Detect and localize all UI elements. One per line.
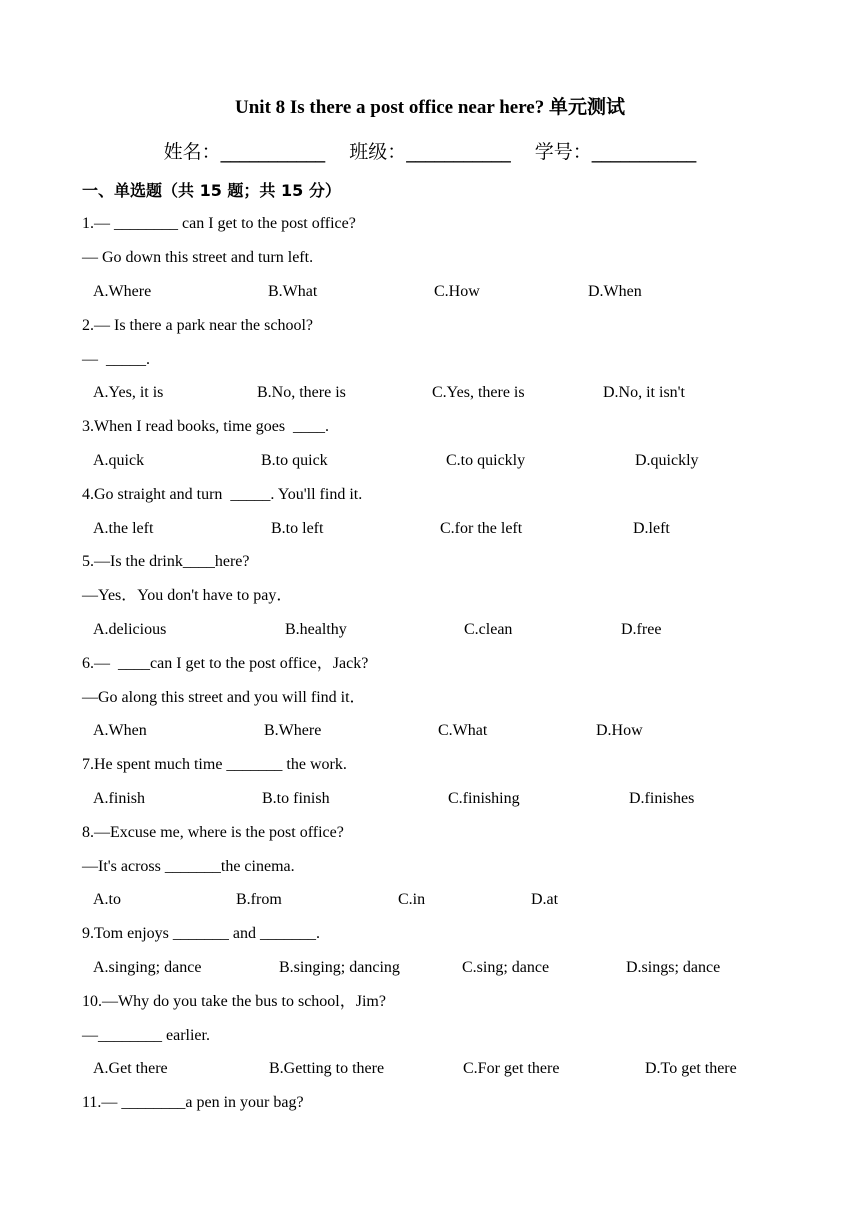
section-heading: 一、单选题（共 15 题；共 15 分） — [82, 181, 341, 200]
q3-option-b[interactable]: B.to quick — [261, 452, 328, 469]
q7-option-a[interactable]: A.finish — [93, 790, 145, 807]
q8-option-c[interactable]: C.in — [398, 891, 426, 908]
question-9-stem: 9.Tom enjoys _______ and _______. — [82, 925, 320, 942]
question-8-answer-line: —It's across _______the cinema. — [82, 858, 295, 875]
student-info-row — [0, 137, 860, 164]
q10-option-c[interactable]: C.For get there — [463, 1060, 560, 1077]
q1-option-a[interactable]: A.Where — [93, 283, 152, 300]
page-title: Unit 8 Is there a post office near here? 单元测试 — [235, 97, 625, 118]
q3-option-a[interactable]: A.quick — [93, 452, 145, 469]
q10-option-a[interactable]: A.Get there — [93, 1060, 168, 1077]
q1-option-d[interactable]: D.When — [588, 283, 642, 300]
q2-option-a[interactable]: A.Yes, it is — [93, 384, 164, 401]
question-1-answer-line: — Go down this street and turn left. — [82, 249, 314, 266]
q4-option-a[interactable]: A.the left — [93, 520, 154, 537]
q10-option-b[interactable]: B.Getting to there — [269, 1060, 385, 1077]
question-7-stem: 7.He spent much time _______ the work. — [82, 756, 347, 773]
q4-option-c[interactable]: C.for the left — [440, 520, 523, 537]
question-5-answer-line: —Yes．You don't have to pay． — [82, 587, 293, 604]
q1-option-c[interactable]: C.How — [434, 283, 480, 300]
question-8-stem: 8.—Excuse me, where is the post office? — [82, 824, 344, 841]
q10-option-d[interactable]: D.To get there — [645, 1060, 737, 1077]
question-11-stem: 11.— ________a pen in your bag? — [82, 1094, 304, 1111]
q2-option-b[interactable]: B.No, there is — [257, 384, 346, 401]
q9-option-d[interactable]: D.sings; dance — [626, 959, 721, 976]
q9-option-b[interactable]: B.singing; dancing — [279, 959, 400, 976]
question-6-stem: 6.— ____can I get to the post office，Jack? — [82, 655, 369, 672]
name-field[interactable]: 姓名：___________ — [163, 141, 326, 163]
class-field[interactable]: 班级：___________ — [349, 141, 511, 163]
question-1-stem: 1.— ________ can I get to the post office? — [82, 215, 356, 232]
q6-option-d[interactable]: D.How — [596, 722, 643, 739]
question-10-answer-line: —________ earlier. — [82, 1027, 210, 1044]
q9-option-c[interactable]: C.sing; dance — [462, 959, 550, 976]
q5-option-b[interactable]: B.healthy — [285, 621, 347, 638]
question-3-stem: 3.When I read books, time goes ____. — [82, 418, 330, 435]
number-field[interactable]: 学号：___________ — [534, 141, 697, 163]
q8-option-a[interactable]: A.to — [93, 891, 121, 908]
q9-option-a[interactable]: A.singing; dance — [93, 959, 202, 976]
q6-option-a[interactable]: A.When — [93, 722, 147, 739]
q3-option-d[interactable]: D.quickly — [635, 452, 699, 469]
question-4-stem: 4.Go straight and turn _____. You'll find it. — [82, 486, 363, 503]
question-6-answer-line: —Go along this street and you will find it． — [82, 689, 366, 706]
q7-option-c[interactable]: C.finishing — [448, 790, 520, 807]
q1-option-b[interactable]: B.What — [268, 283, 318, 300]
question-2-stem: 2.— Is there a park near the school? — [82, 317, 314, 334]
q7-option-b[interactable]: B.to finish — [262, 790, 330, 807]
q4-option-b[interactable]: B.to left — [271, 520, 324, 537]
question-5-stem: 5.—Is the drink____here? — [82, 553, 250, 570]
q4-option-d[interactable]: D.left — [633, 520, 670, 537]
q7-option-d[interactable]: D.finishes — [629, 790, 695, 807]
q8-option-d[interactable]: D.at — [531, 891, 559, 908]
q6-option-b[interactable]: B.Where — [264, 722, 322, 739]
q5-option-d[interactable]: D.free — [621, 621, 662, 638]
q3-option-c[interactable]: C.to quickly — [446, 452, 526, 469]
q2-option-d[interactable]: D.No, it isn't — [603, 384, 685, 401]
q6-option-c[interactable]: C.What — [438, 722, 488, 739]
q5-option-c[interactable]: C.clean — [464, 621, 513, 638]
q8-option-b[interactable]: B.from — [236, 891, 282, 908]
q2-option-c[interactable]: C.Yes, there is — [432, 384, 525, 401]
question-2-answer-line: — _____. — [82, 351, 150, 368]
q5-option-a[interactable]: A.delicious — [93, 621, 167, 638]
question-10-stem: 10.—Why do you take the bus to school，Jim? — [82, 993, 386, 1010]
